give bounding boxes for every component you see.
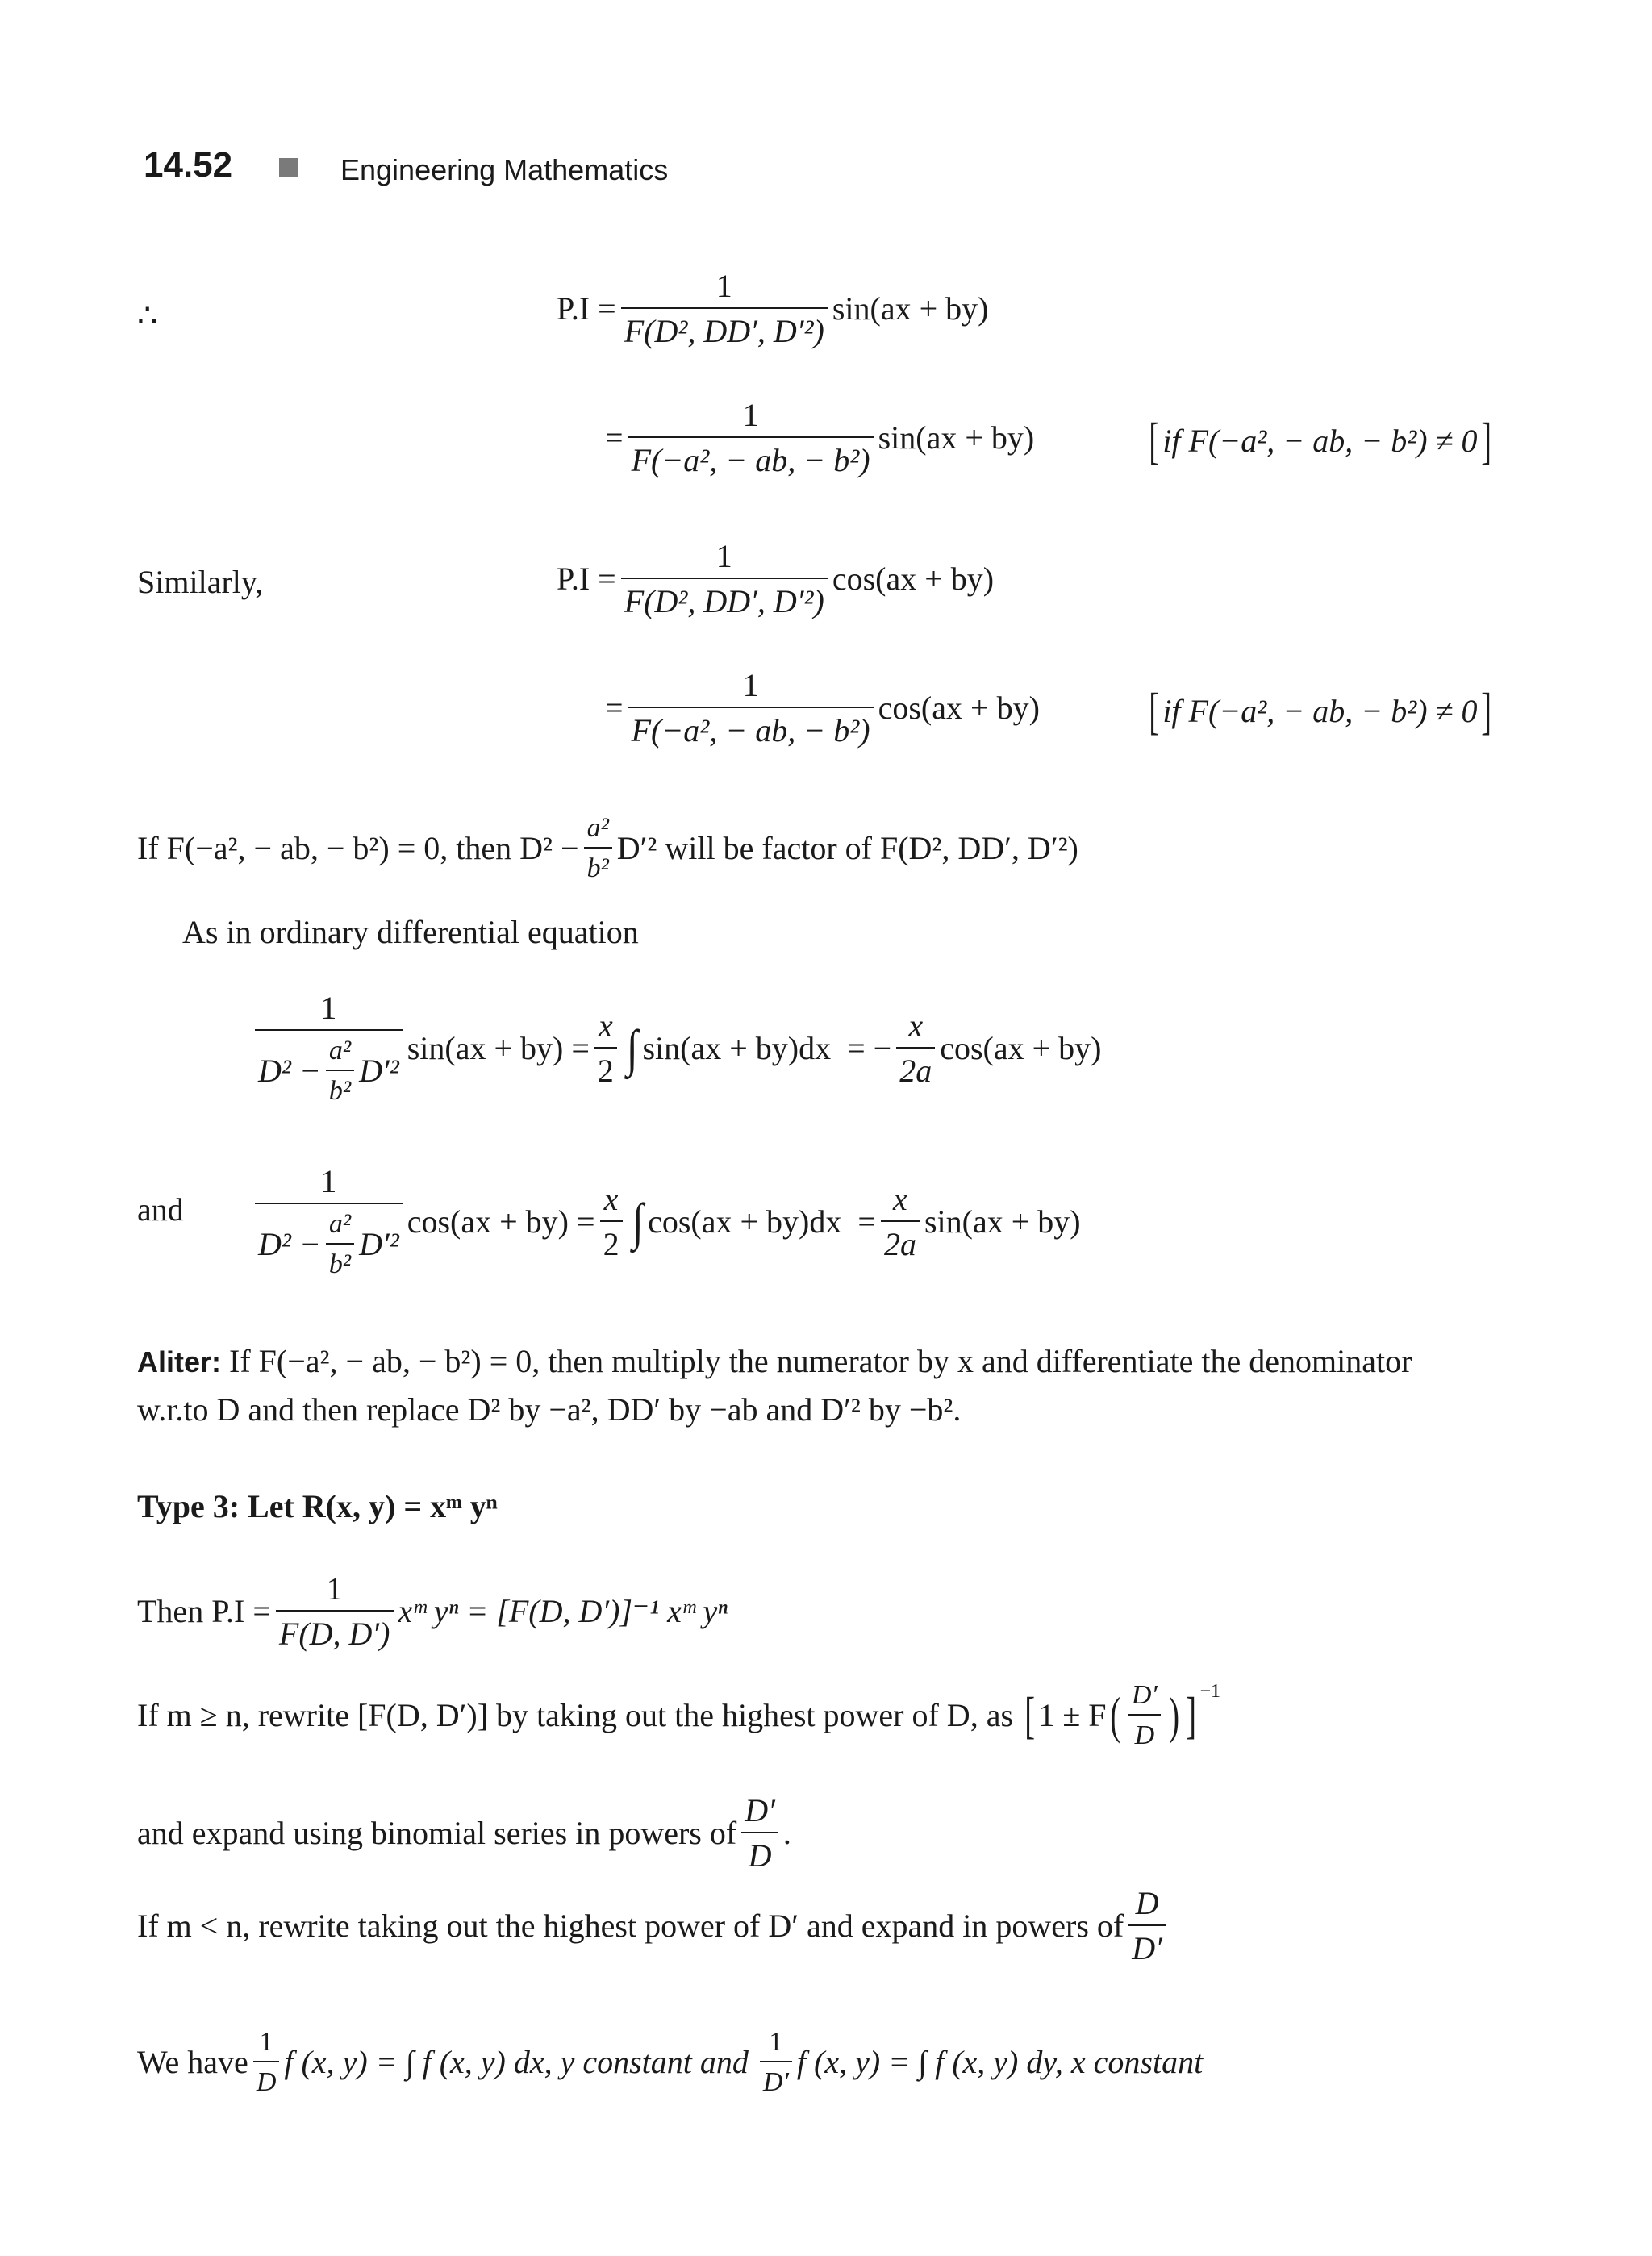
- condition-text: if F(−a², − ab, − b²) ≠ 0: [1162, 693, 1478, 729]
- equals-sign: = −: [847, 1030, 892, 1066]
- numerator: 1: [259, 2027, 273, 2057]
- left-paren: (: [1109, 1687, 1120, 1744]
- denominator-left: D² −: [258, 1053, 321, 1089]
- denominator: b²: [328, 1076, 352, 1106]
- denominator: D: [1134, 1720, 1155, 1750]
- denominator: b²: [586, 853, 609, 883]
- numerator: 1: [715, 538, 732, 574]
- equals-sign: =: [605, 419, 624, 456]
- m-lt-n-line: [137, 1887, 1170, 1965]
- denominator-right: D′²: [359, 1226, 399, 1262]
- m-ge-n-text: If m ≥ n, rewrite [F(D, D′)] by taking out the highest power of D, as: [137, 1697, 1014, 1733]
- aliter-line-1: [137, 1345, 1412, 1378]
- denominator: [255, 1204, 403, 1278]
- left-bracket: [: [1024, 1687, 1036, 1744]
- inner-fraction: [326, 1037, 354, 1105]
- fraction: [276, 1570, 394, 1652]
- condition-sin: [1145, 412, 1495, 469]
- right-paren: ): [1169, 1687, 1179, 1744]
- aliter-label: Aliter:: [137, 1345, 222, 1378]
- fraction: [253, 2029, 280, 2096]
- we-have-part-2: f (x, y) = ∫ f (x, y) dy, x constant: [796, 2044, 1204, 2080]
- numerator: D: [1135, 1885, 1159, 1921]
- numerator: x: [599, 1007, 613, 1044]
- denominator: D: [748, 1837, 772, 1874]
- equals-sign: =: [605, 690, 624, 726]
- result-term: cos(ax + by): [940, 1030, 1102, 1066]
- numerator: a²: [586, 813, 609, 843]
- denominator: F(D², DD′, D′²): [624, 313, 824, 349]
- numerator: 1: [320, 990, 337, 1026]
- function-term: sin(ax + by): [878, 419, 1035, 456]
- function-term: cos(ax + by): [832, 561, 995, 597]
- right-bracket: ]: [1480, 412, 1491, 469]
- fraction: [621, 540, 828, 618]
- denominator: [255, 1031, 403, 1105]
- eq-ordinary-sin: [250, 992, 1102, 1105]
- numerator: 1: [320, 1163, 337, 1199]
- numerator: 1: [326, 1570, 343, 1607]
- fraction: [628, 669, 874, 747]
- m-lt-n-text: If m < n, rewrite taking out the highest power of D′ and expand in powers of: [137, 1908, 1124, 1944]
- page-number: 14.52: [144, 145, 233, 185]
- integrand: sin(ax + by)dx: [642, 1030, 832, 1066]
- then-pi-rest: xᵐ yⁿ = [F(D, D′)]⁻¹ xᵐ yⁿ: [398, 1593, 728, 1629]
- header-square-icon: [279, 158, 298, 177]
- pi-label: P.I =: [557, 561, 616, 597]
- therefore-symbol: ∴: [137, 298, 158, 334]
- denominator: D′: [762, 2067, 789, 2097]
- if-factor-line: [137, 815, 1078, 882]
- expand-line: [137, 1792, 791, 1874]
- denominator: F(D, D′): [278, 1616, 390, 1652]
- fraction: [621, 270, 828, 348]
- integral-sign-icon: ∫: [632, 1193, 644, 1250]
- right-bracket: ]: [1480, 682, 1491, 740]
- period: .: [782, 1815, 791, 1851]
- text-part: D′² will be factor of F(D², DD′, D′²): [616, 830, 1078, 866]
- denominator: 2: [597, 1053, 614, 1089]
- and-label: and: [137, 1191, 184, 1228]
- integrand: cos(ax + by)dx: [648, 1203, 842, 1240]
- denominator: D′: [1132, 1930, 1162, 1966]
- denominator: F(−a², − ab, − b²): [631, 712, 870, 749]
- condition-text: if F(−a², − ab, − b²) ≠ 0: [1162, 423, 1478, 459]
- left-bracket: [: [1149, 682, 1160, 740]
- then-pi-label: Then P.I =: [137, 1593, 271, 1629]
- numerator: a²: [328, 1036, 352, 1065]
- denominator: 2a: [883, 1226, 916, 1262]
- denominator-left: D² −: [258, 1226, 321, 1262]
- eq-pi-sin-general: [557, 270, 988, 348]
- function-term: cos(ax + by) =: [407, 1203, 595, 1240]
- fraction: [760, 2029, 792, 2096]
- numerator: 1: [742, 667, 759, 703]
- denominator: 2: [603, 1226, 620, 1262]
- aliter-line-2: w.r.to D and then replace D² by −a², DD′ by −ab and D′² by −b².: [137, 1391, 962, 1428]
- right-bracket: ]: [1186, 1687, 1197, 1744]
- numerator: 1: [742, 397, 759, 433]
- ordinary-text: As in ordinary differential equation: [182, 914, 639, 950]
- numerator: D′: [745, 1792, 775, 1829]
- numerator: x: [893, 1181, 907, 1217]
- we-have-label: We have: [137, 2044, 248, 2080]
- aliter-text: If F(−a², − ab, − b²) = 0, then multiply the numerator by x and differentiate the denominator: [229, 1343, 1412, 1379]
- condition-cos: [1145, 682, 1495, 740]
- numerator: x: [908, 1007, 924, 1044]
- function-term: sin(ax + by) =: [407, 1030, 590, 1066]
- inner-term: 1 ± F: [1038, 1697, 1107, 1733]
- result-term: sin(ax + by): [924, 1203, 1081, 1240]
- inner-fraction: [326, 1211, 354, 1278]
- we-have-line: [137, 2029, 1203, 2096]
- fraction: [741, 1792, 778, 1874]
- header-title: Engineering Mathematics: [340, 153, 669, 186]
- numerator: D′: [1131, 1680, 1158, 1710]
- function-term: sin(ax + by): [832, 290, 989, 327]
- numerator: 1: [769, 2027, 783, 2057]
- expand-text: and expand using binomial series in powers of: [137, 1815, 737, 1851]
- eq-ordinary-cos: [250, 1163, 1081, 1279]
- fraction: [584, 815, 612, 882]
- numerator: x: [603, 1181, 619, 1217]
- fraction: [1128, 1887, 1166, 1965]
- eq-pi-cos-general: [557, 540, 994, 618]
- fraction: [600, 1183, 623, 1261]
- numerator: a²: [328, 1209, 352, 1239]
- denominator: 2a: [899, 1053, 932, 1089]
- numerator: 1: [715, 268, 732, 304]
- text-part: If F(−a², − ab, − b²) = 0, then D² −: [137, 830, 579, 866]
- pi-label: P.I =: [557, 290, 616, 327]
- denominator: b²: [328, 1249, 352, 1279]
- fraction: [255, 1163, 403, 1279]
- denominator: D: [256, 2067, 277, 2097]
- similarly-label: Similarly,: [137, 564, 264, 600]
- fraction: [594, 1007, 617, 1089]
- eq-pi-cos-substituted: [605, 669, 1040, 747]
- m-ge-n-line: [137, 1682, 1220, 1749]
- fraction: [255, 992, 403, 1105]
- exponent: −1: [1199, 1681, 1221, 1702]
- fraction: [896, 1007, 935, 1089]
- equals-sign: =: [857, 1203, 876, 1240]
- denominator: F(−a², − ab, − b²): [631, 442, 870, 478]
- denominator-right: D′²: [359, 1053, 399, 1089]
- left-bracket: [: [1149, 412, 1160, 469]
- fraction: [881, 1183, 920, 1261]
- type3-heading: Type 3: Let R(x, y) = xᵐ yⁿ: [137, 1488, 498, 1524]
- eq-then-pi: [137, 1570, 728, 1652]
- denominator: F(D², DD′, D′²): [624, 583, 824, 619]
- integral-sign-icon: ∫: [626, 1020, 638, 1077]
- fraction: [628, 399, 874, 477]
- eq-pi-sin-substituted: [605, 399, 1034, 477]
- fraction: [1128, 1682, 1161, 1749]
- we-have-part-1: f (x, y) = ∫ f (x, y) dx, y constant and: [284, 2044, 749, 2080]
- function-term: cos(ax + by): [878, 690, 1040, 726]
